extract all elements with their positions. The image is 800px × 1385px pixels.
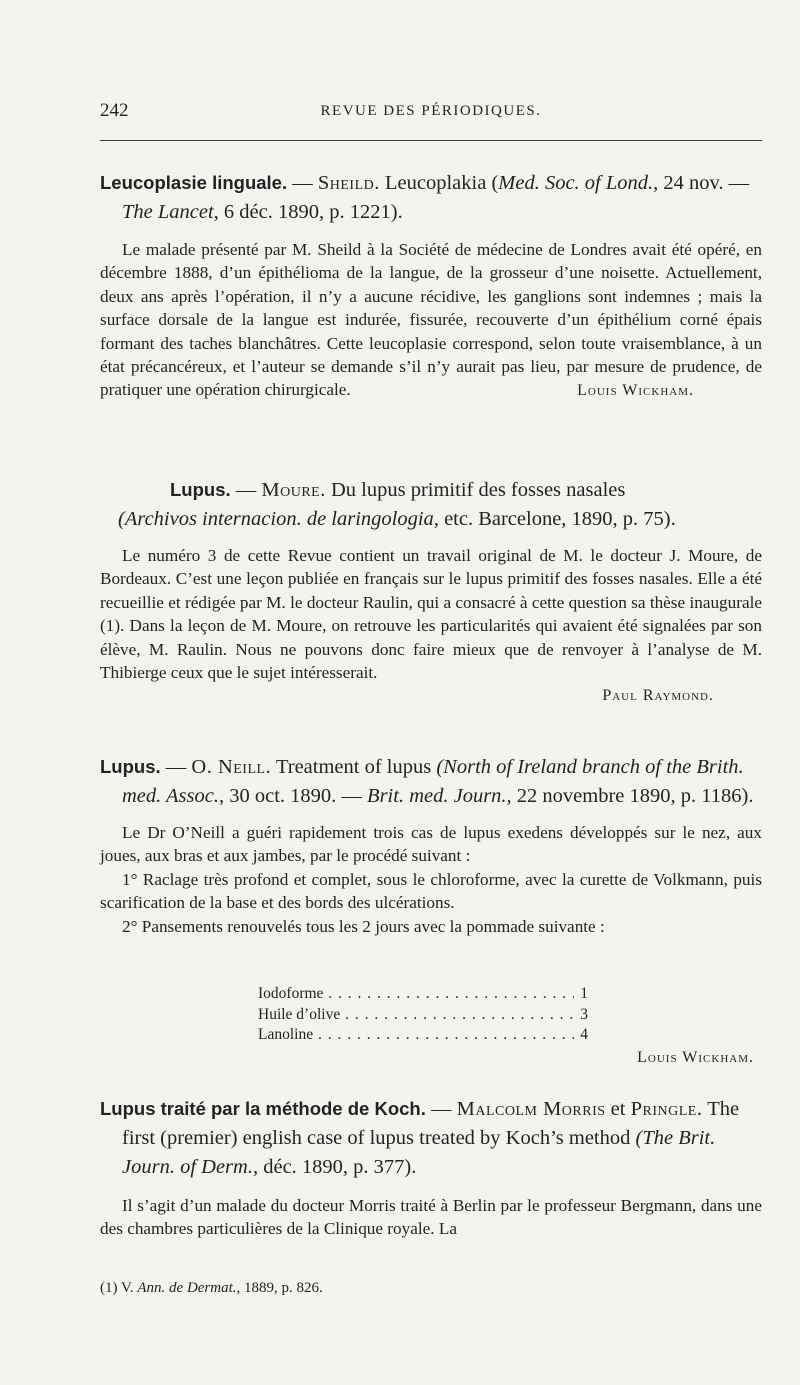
article-heading: Lupus traité par la méthode de Koch. — Malcolm Morris et Pringle. The first (premier) english case of lupus treated by Koch’s method (The Brit. Journ. of Derm., déc. 1890, p. 377). [100,1098,740,1178]
article-author: Sheild. [317,172,380,194]
article-paragraph: Le malade présenté par M. Sheild à la Société de médecine de Londres avait été opéré, en décembre 1888, d’un épithélioma de la langue, de la grosseur d’une noisette. Actuellement, deux ans après l’opération, il n’y a aucune récidive, les ganglions sont indemnes ; mais la surface dorsale de la langue est indurée, fissurée, recouverte d’un épithélium corné épais formant des taches blanchâtres. Cette leucoplasie correspond, selon toute vraisemblance, à un état précancéreux, et l’auteur se demande s’il n’y aurait pas lieu, par mesure de prudence, de pratiquer une opération chirurgicale. [100,240,762,400]
article-lupus-oneill [100,752,762,938]
header-rule [100,140,762,141]
formula-row [258,1025,588,1046]
article-paragraph: Le numéro 3 de cette Revue contient un travail original de M. le docteur J. Moure, de Bordeaux. C’est une leçon publiée en français sur le lupus primitif des fosses nasales. Elle a été recueillie et rédigée par M. le docteur Raulin, qui a consacré à cette question sa thèse inaugurale (1). Dans la leçon de M. Moure, on retrouve les particularités qui avaient été signalées par son élève, M. Raulin. Nous ne pouvons donc faire mieux que de renvoyer à l’analyse de M. Thibierge ceux que le sujet intéresserait. [100,546,762,683]
article-paragraph: 1° Raclage très profond et complet, sous le chloroforme, avec la curette de Volkmann, puis scarification de la base et des bords des ulcérations. [100,869,762,913]
formula-ingredient: Lanoline . . . [258,1025,574,1046]
article-title: Du lupus primitif des fosses nasales [325,479,626,501]
running-title: REVUE DES PÉRIODIQUES. [320,103,542,119]
formula-ingredient: Iodoforme . . . [258,984,574,1005]
article-title: Leucoplakia [379,172,492,194]
article-lupus-moure [100,475,762,707]
article-source: Med. Soc. of Lond. [498,172,654,194]
article-source: (Archivos internacion. de laringologia, [118,508,439,530]
author-signature: Louis Wickham. [577,381,694,399]
article-paragraph: 2° Pansements renouvelés tous les 2 jours avec la pommade suivante : [122,916,605,936]
page-number: 242 [100,100,129,121]
article-paragraph: Le Dr O’Neill a guéri rapidement trois cas de lupus exedens développés sur le nez, aux joues, aux bras et aux jambes, par le procédé suivant : [100,823,762,866]
article-source: (North of Ireland branch of the Brith. med. Assoc. [122,756,744,807]
article-reference: , déc. 1890, p. 377). [252,1156,417,1178]
article-author: Pringle. [630,1098,703,1120]
footnote-mark: (1) V. [100,1280,138,1296]
article-title: The first (premier) english case of lupus treated by Koch’s method [122,1098,740,1149]
footnote [100,1280,323,1297]
article-reference: , 22 novembre 1890, p. 1186). [506,785,754,807]
article-title: Treatment of lupus [271,756,437,778]
article-author: Moure. [261,479,326,501]
formula-row [258,984,588,1005]
article-lupus-koch [100,1094,762,1241]
article-heading: Lupus. — Moure. Du lupus primitif des fosses nasales [170,479,626,501]
article-topic: Lupus. [100,756,161,777]
ointment-formula [258,984,588,1046]
article-source: (The Brit. Journ. of Derm. [122,1127,716,1178]
formula-quantity: 1 [580,985,588,1002]
author-signature: Paul Raymond. [602,687,714,705]
formula-quantity: 3 [580,1005,588,1023]
article-journal: Brit. med. Journ. [367,785,507,807]
article-topic: Lupus traité par la méthode de Koch. [100,1098,426,1119]
article-topic: Lupus. [170,479,231,500]
article-author: O. Neill. [191,756,272,778]
footnote-journal: Ann. de Dermat. [137,1280,237,1296]
article-heading: Lupus. — O. Neill. Treatment of lupus (North of Ireland branch of the Brith. med. Assoc., 30 oct. 1890. — Brit. med. Journ., 22 novembre 1890, p. 1186). [100,756,754,807]
article-heading: Leucoplasie linguale. — Sheild. Leucoplakia (Med. Soc. of Lond., 24 nov. — The Lancet, 6 déc. 1890, p. 1221). [100,172,750,223]
page-header [100,100,762,126]
article-leucoplasie [100,168,762,402]
formula-quantity: 4 [580,1026,588,1043]
article-journal: The Lancet [122,201,214,223]
author-signature: Louis Wickham. [637,1049,754,1066]
formula-ingredient: Huile d’olive . . . [258,1005,574,1026]
article-reference: etc. Barcelone, 1890, p. 75). [438,508,676,530]
article-author: Malcolm Morris [456,1098,606,1120]
article-topic: Leucoplasie linguale. [100,172,288,193]
formula-row [258,1005,588,1026]
article-reference: , 6 déc. 1890, p. 1221). [213,201,403,223]
footnote-reference: , 1889, p. 826. [236,1280,323,1296]
article-paragraph: Il s’agit d’un malade du docteur Morris traité à Berlin par le professeur Bergmann, dans une des chambres particulières de la Clinique royale. La [100,1196,762,1239]
